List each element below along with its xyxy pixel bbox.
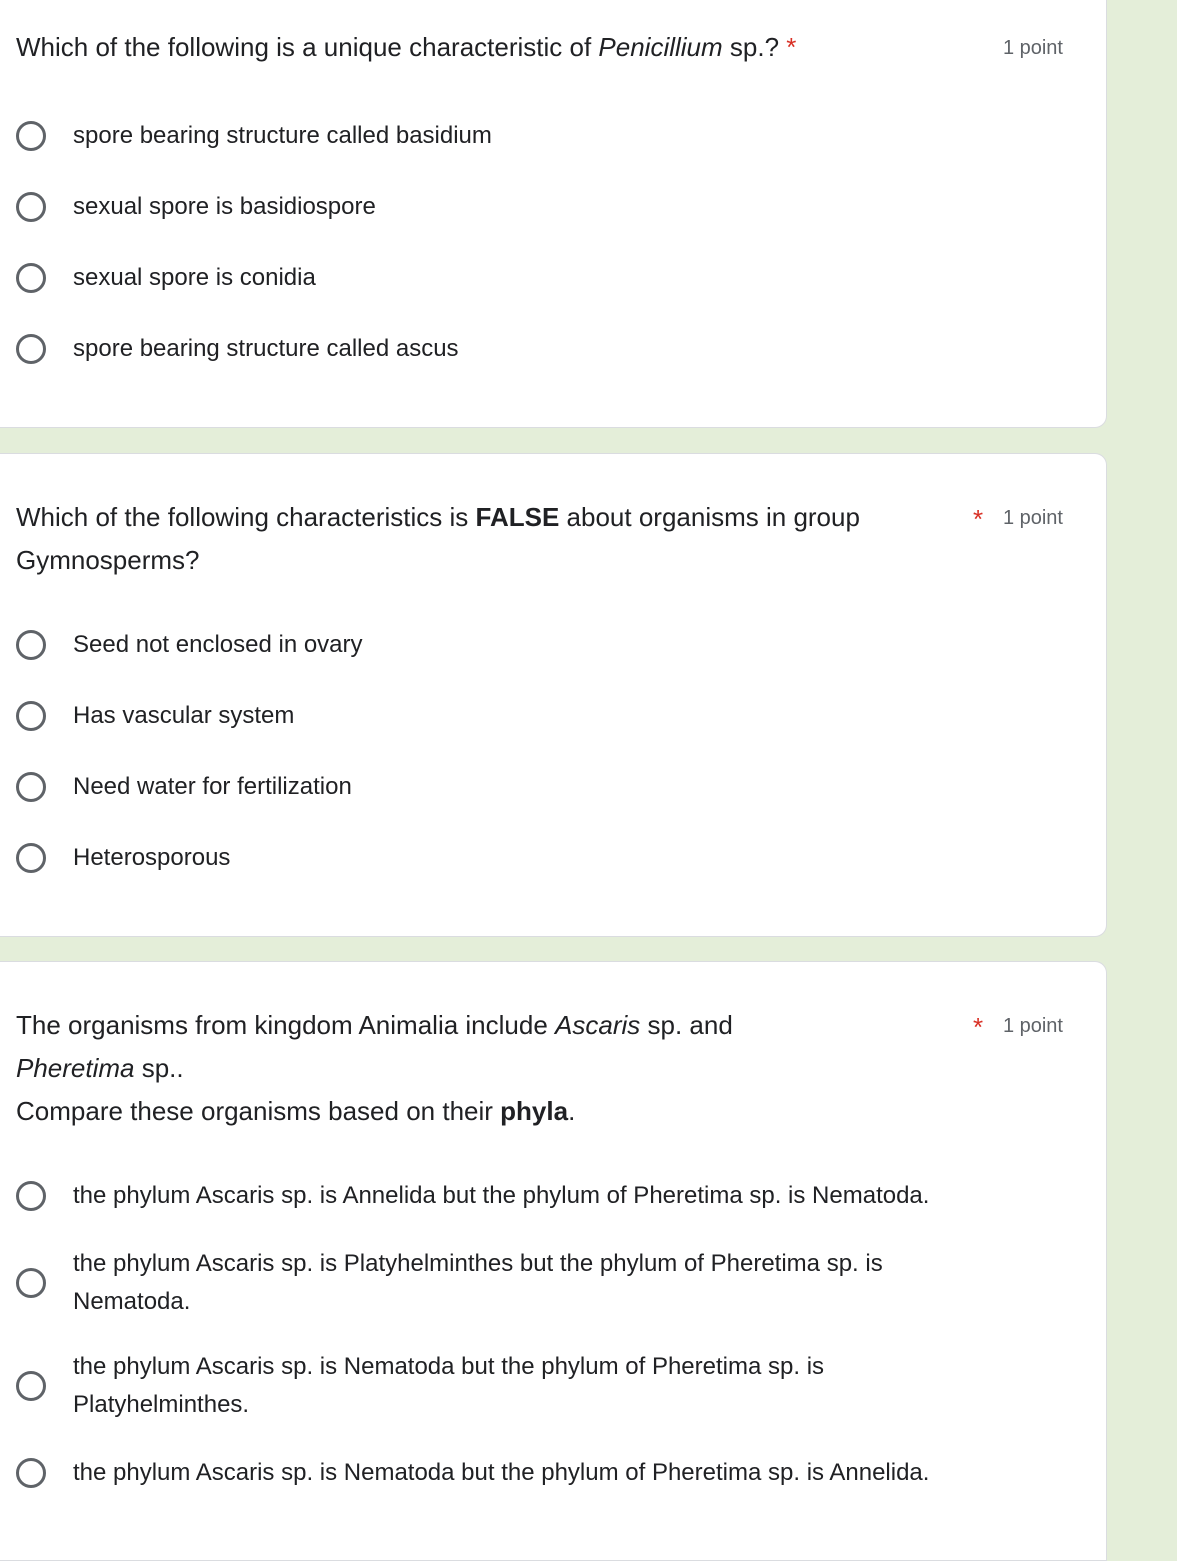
- radio-option[interactable]: [16, 330, 459, 368]
- radio-circle-icon[interactable]: [16, 192, 46, 222]
- title-text: sp.?: [722, 32, 780, 62]
- option-label-line: the phylum Ascaris sp. is Nematoda but the phylum of Pheretima sp. is: [73, 1353, 825, 1380]
- question-title: [16, 1004, 733, 1133]
- radio-option[interactable]: [16, 768, 352, 806]
- option-label: spore bearing structure called basidium: [73, 122, 492, 149]
- radio-circle-icon[interactable]: [16, 1268, 46, 1298]
- required-asterisk: *: [786, 32, 797, 62]
- option-label: the phylum Ascaris sp. is Annelida but the phylum of Pheretima sp. is Nematoda.: [73, 1182, 930, 1209]
- title-text: about organisms in group: [559, 502, 860, 532]
- title-italic: Ascaris: [555, 1010, 641, 1040]
- radio-option[interactable]: [16, 697, 294, 735]
- title-italic: Pheretima: [16, 1053, 135, 1083]
- radio-option[interactable]: [16, 1454, 929, 1492]
- radio-circle-icon[interactable]: [16, 1371, 46, 1401]
- radio-option[interactable]: [16, 1348, 824, 1424]
- radio-circle-icon[interactable]: [16, 263, 46, 293]
- option-label: Seed not enclosed in ovary: [73, 631, 363, 658]
- option-label-line: Platyhelminthes.: [73, 1391, 250, 1418]
- title-text: sp. and: [640, 1010, 733, 1040]
- title-text: .: [568, 1096, 576, 1126]
- title-text: The organisms from kingdom Animalia include: [16, 1010, 556, 1040]
- radio-circle-icon[interactable]: [16, 334, 46, 364]
- title-text: Which of the following is a unique characteristic of: [16, 32, 599, 62]
- question-title: [16, 496, 860, 582]
- title-italic: Penicillium: [598, 32, 723, 62]
- question-card-2: [0, 453, 1107, 937]
- title-text: Which of the following characteristics is: [16, 502, 476, 532]
- option-label: Heterosporous: [73, 844, 231, 871]
- radio-option[interactable]: [16, 1177, 929, 1215]
- radio-circle-icon[interactable]: [16, 1458, 46, 1488]
- question-card-1: [0, 0, 1107, 428]
- points-label: 1 point: [1002, 507, 1063, 529]
- option-label: spore bearing structure called ascus: [73, 335, 459, 362]
- radio-option[interactable]: [16, 117, 492, 155]
- title-text: Gymnosperms?: [16, 545, 200, 575]
- option-label-line: the phylum Ascaris sp. is Platyhelminthes but the phylum of Pheretima sp. is: [73, 1250, 883, 1277]
- title-bold: phyla: [500, 1096, 569, 1126]
- points-label: 1 point: [1002, 1015, 1063, 1037]
- question-title: [16, 26, 796, 69]
- radio-circle-icon[interactable]: [16, 701, 46, 731]
- radio-option[interactable]: [16, 626, 363, 664]
- title-bold: FALSE: [475, 502, 560, 532]
- option-label: Has vascular system: [73, 702, 295, 729]
- option-label-line: Nematoda.: [73, 1288, 191, 1315]
- radio-option[interactable]: [16, 188, 376, 226]
- title-text: Compare these organisms based on their: [16, 1096, 501, 1126]
- option-label: the phylum Ascaris sp. is Nematoda but the phylum of Pheretima sp. is Annelida.: [73, 1459, 930, 1486]
- radio-option[interactable]: [16, 839, 230, 877]
- points-label: 1 point: [1002, 37, 1063, 59]
- radio-circle-icon[interactable]: [16, 843, 46, 873]
- title-text: sp..: [134, 1053, 184, 1083]
- option-label: [73, 1348, 824, 1424]
- option-label: [73, 1245, 883, 1321]
- option-label: sexual spore is conidia: [73, 264, 316, 291]
- required-asterisk: *: [973, 1012, 984, 1042]
- radio-option[interactable]: [16, 259, 316, 297]
- radio-option[interactable]: [16, 1245, 883, 1321]
- required-asterisk: *: [973, 504, 984, 534]
- radio-circle-icon[interactable]: [16, 630, 46, 660]
- radio-circle-icon[interactable]: [16, 121, 46, 151]
- option-label: sexual spore is basidiospore: [73, 193, 376, 220]
- radio-circle-icon[interactable]: [16, 1181, 46, 1211]
- option-label: Need water for fertilization: [73, 773, 352, 800]
- radio-circle-icon[interactable]: [16, 772, 46, 802]
- question-card-3: [0, 961, 1107, 1561]
